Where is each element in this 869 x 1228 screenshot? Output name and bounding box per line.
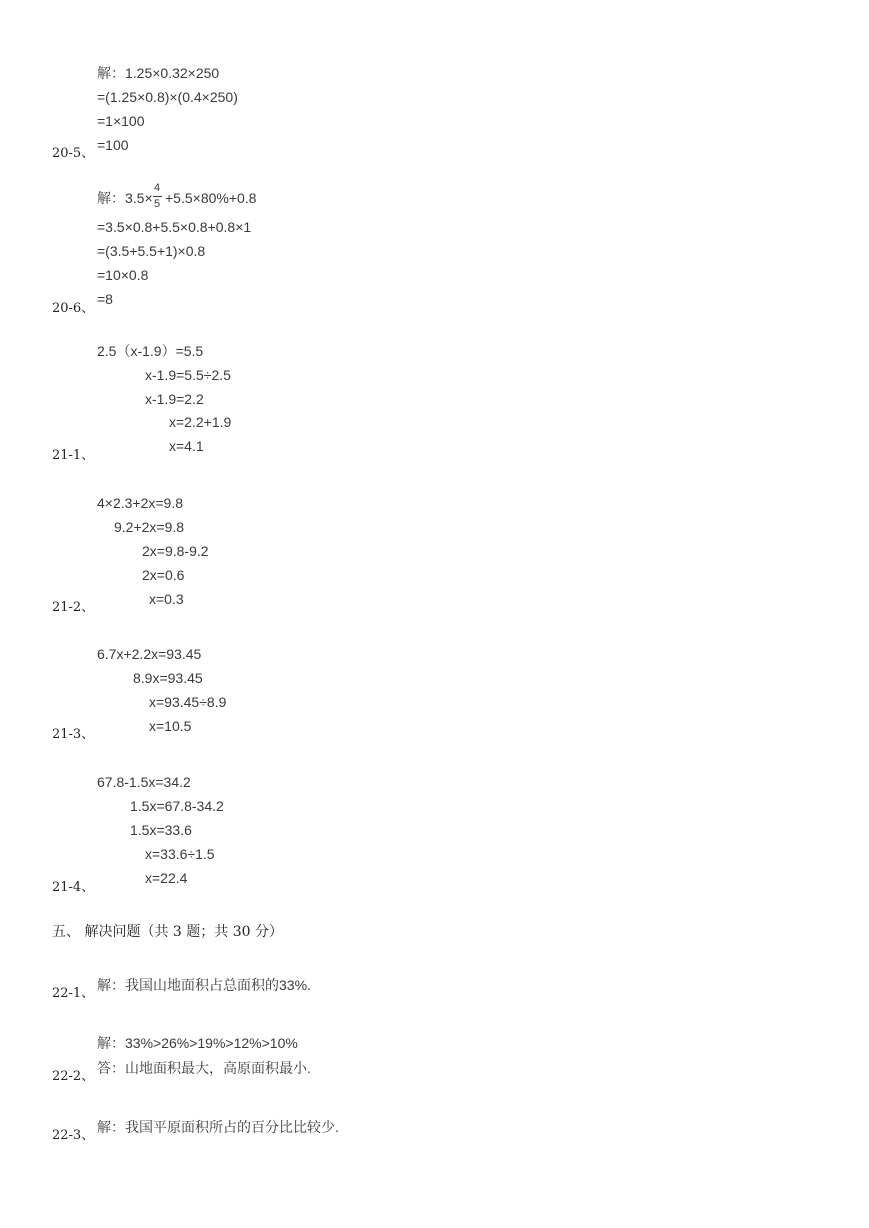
- solution-line: 1.5x=33.6: [130, 822, 192, 838]
- answer-line: 解：33%>26%>19%>12%>10%: [97, 1035, 298, 1051]
- solution-line-prefix: 解：3.5×: [97, 190, 153, 206]
- solution-line: 1.5x=67.8-34.2: [130, 798, 224, 814]
- fraction-denominator: 5: [153, 198, 161, 210]
- solution-line: =1×100: [97, 113, 145, 129]
- problem-label: 21-4、: [52, 880, 95, 895]
- answer-line: 解：我国平原面积所占的百分比比较少.: [97, 1119, 339, 1135]
- problem-label: 22-3、: [52, 1128, 95, 1143]
- solution-line: =10×0.8: [97, 267, 149, 283]
- solution-line: =100: [97, 137, 129, 153]
- answer-line: 解：我国山地面积占总面积的33%.: [97, 977, 311, 993]
- solution-line: =(3.5+5.5+1)×0.8: [97, 243, 206, 259]
- solution-line: 8.9x=93.45: [133, 670, 203, 686]
- solution-line: x-1.9=2.2: [145, 391, 204, 407]
- section-heading: 五、 解决问题（共 3 题；共 30 分）: [52, 924, 283, 940]
- problem-label: 21-2、: [52, 600, 95, 615]
- solution-line: x=4.1: [169, 438, 204, 454]
- problem-label: 20-5、: [52, 146, 95, 161]
- solution-line: 67.8-1.5x=34.2: [97, 774, 191, 790]
- problem-label: 21-1、: [52, 448, 95, 463]
- solution-line: x=33.6÷1.5: [145, 846, 215, 862]
- solution-line: 解：1.25×0.32×250: [97, 65, 220, 81]
- solution-line: x=0.3: [149, 591, 184, 607]
- solution-line: =8: [97, 291, 113, 307]
- fraction-bar: [153, 196, 162, 197]
- solution-line: 2.5（x-1.9）=5.5: [97, 343, 204, 359]
- solution-line: 6.7x+2.2x=93.45: [97, 646, 202, 662]
- solution-line: 9.2+2x=9.8: [114, 519, 185, 535]
- solution-line: =(1.25×0.8)×(0.4×250): [97, 89, 238, 105]
- solution-line-suffix: +5.5×80%+0.8: [165, 190, 257, 206]
- problem-label: 22-2、: [52, 1069, 95, 1084]
- problem-label: 22-1、: [52, 986, 95, 1001]
- solution-line: x=10.5: [149, 718, 192, 734]
- problem-label: 20-6、: [52, 301, 95, 316]
- solution-line: x-1.9=5.5÷2.5: [145, 367, 231, 383]
- solution-line: 4×2.3+2x=9.8: [97, 495, 184, 511]
- solution-line: 2x=0.6: [142, 567, 185, 583]
- problem-label: 21-3、: [52, 727, 95, 742]
- solution-line: =3.5×0.8+5.5×0.8+0.8×1: [97, 219, 252, 235]
- solution-line: 2x=9.8-9.2: [142, 543, 209, 559]
- solution-line: x=22.4: [145, 870, 188, 886]
- fraction-numerator: 4: [153, 182, 161, 194]
- solution-line: x=2.2+1.9: [169, 414, 232, 430]
- answer-line: 答：山地面积最大，高原面积最小.: [97, 1060, 311, 1076]
- solution-line: x=93.45÷8.9: [149, 694, 227, 710]
